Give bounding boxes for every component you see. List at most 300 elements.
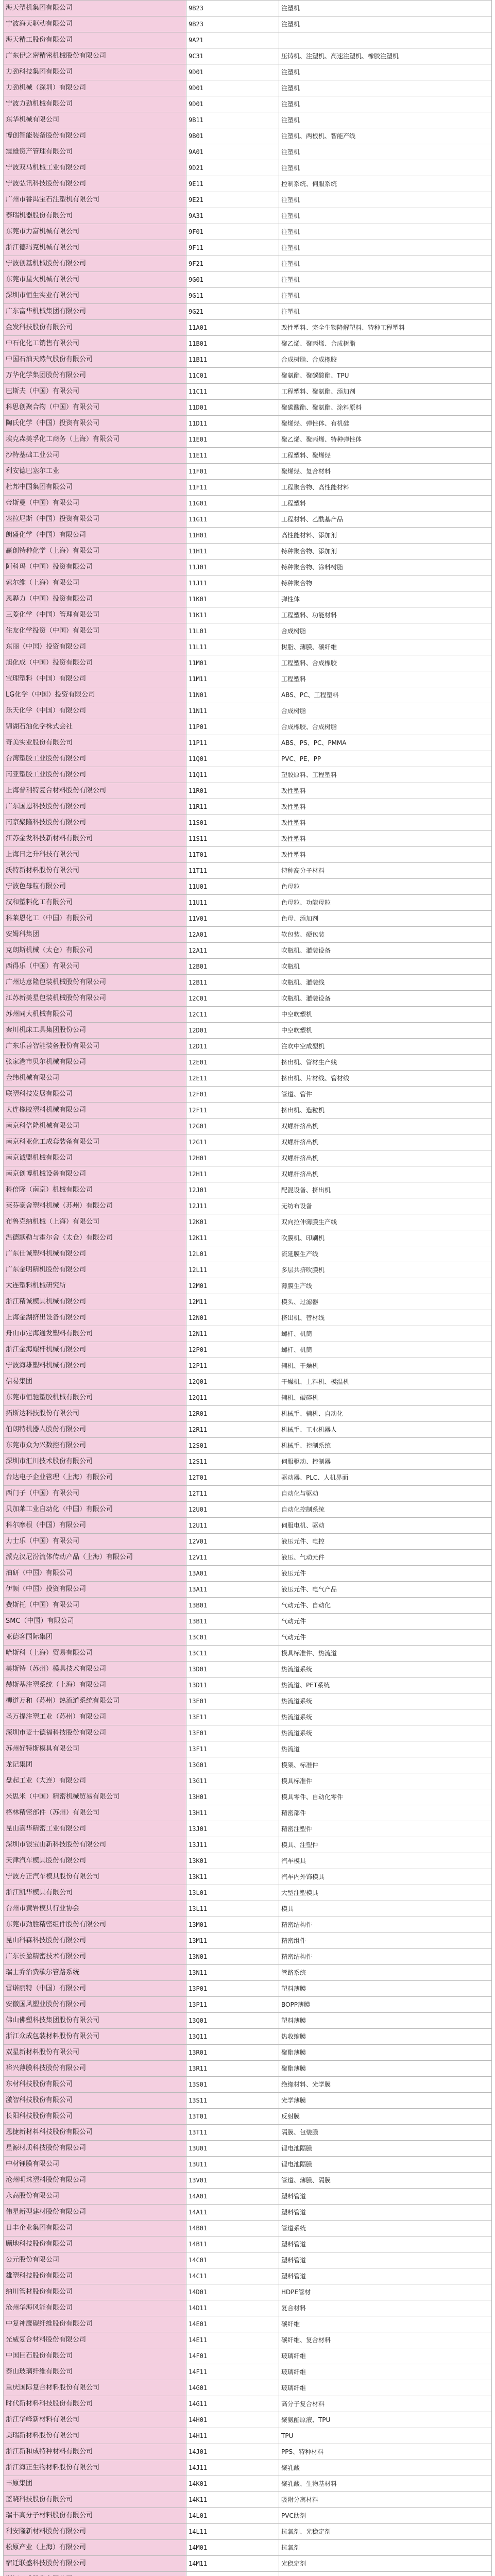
company-cell: 长阳科技股份有限公司: [4, 2109, 186, 2125]
table-row: [4, 831, 492, 847]
products-cell: [279, 32, 492, 48]
table-row: [4, 352, 492, 368]
products-cell: 光稳定剂: [279, 2556, 492, 2572]
products-cell: 聚乳酸: [279, 2460, 492, 2476]
products-cell: 自动化与驱动: [279, 1486, 492, 1502]
table-row: [4, 2492, 492, 2508]
company-cell: 利安隆新材料股份有限公司: [4, 2524, 186, 2540]
company-cell: 浙江金海螺杆机械有限公司: [4, 1342, 186, 1358]
table-row: [4, 2556, 492, 2572]
company-cell: 帝斯曼（中国）有限公司: [4, 496, 186, 512]
products-cell: 挤出机、片材线、管材线: [279, 1071, 492, 1087]
company-cell: 伊顿（中国）投资有限公司: [4, 1582, 186, 1598]
company-cell: 天津汽车模具股份有限公司: [4, 1853, 186, 1869]
table-row: [4, 512, 492, 528]
booth-cell: 11V01: [186, 911, 279, 927]
company-cell: 宁波海天驱动有限公司: [4, 16, 186, 32]
booth-cell: 11P01: [186, 719, 279, 735]
table-row: [4, 112, 492, 128]
company-cell: 莱芬豪舍塑料机械（苏州）有限公司: [4, 1198, 186, 1214]
table-row: [4, 1917, 492, 1933]
products-cell: 管道、管件: [279, 1087, 492, 1103]
products-cell: 复合材料: [279, 2300, 492, 2316]
company-cell: 朗盛化学（中国）有限公司: [4, 528, 186, 544]
products-cell: 伺服驱动、控制器: [279, 1454, 492, 1470]
table-row: [4, 1007, 492, 1023]
booth-cell: 11R11: [186, 799, 279, 815]
company-cell: 宝理塑料（中国）有限公司: [4, 671, 186, 687]
company-cell: 昆山科森科技股份有限公司: [4, 1933, 186, 1949]
booth-cell: 9D01: [186, 64, 279, 80]
booth-cell: 13U01: [186, 2141, 279, 2157]
booth-cell: 12A01: [186, 927, 279, 943]
company-cell: 东华机械有限公司: [4, 112, 186, 128]
table-row: [4, 1246, 492, 1262]
company-cell: 广东富华机械集团有限公司: [4, 304, 186, 320]
table-row: [4, 464, 492, 480]
company-cell: 浙江新和成特种材料有限公司: [4, 2444, 186, 2460]
company-cell: 科尔摩根（中国）有限公司: [4, 1518, 186, 1534]
booth-cell: 13Q01: [186, 2013, 279, 2029]
table-row: [4, 2252, 492, 2268]
table-row: [4, 639, 492, 655]
booth-cell: 13E11: [186, 1709, 279, 1725]
table-row: [4, 2236, 492, 2252]
company-cell: 龙记集团: [4, 1757, 186, 1773]
products-cell: 软包装、硬包装: [279, 927, 492, 943]
booth-cell: 11J11: [186, 575, 279, 591]
booth-cell: 11G11: [186, 512, 279, 528]
company-cell: 深圳市银宝山新科技股份有限公司: [4, 1837, 186, 1853]
products-cell: 液压元件: [279, 1566, 492, 1582]
products-cell: 液压元件、电气产品: [279, 1582, 492, 1598]
booth-cell: 13B11: [186, 1614, 279, 1630]
products-cell: 模具: [279, 1901, 492, 1917]
booth-cell: 13M11: [186, 1933, 279, 1949]
company-cell: 宁波海雄塑料机械有限公司: [4, 1358, 186, 1374]
products-cell: 热流道系统: [279, 1693, 492, 1709]
table-row: [4, 767, 492, 783]
company-cell: 光威复合材料股份有限公司: [4, 2332, 186, 2348]
company-cell: 广东乐善智能装备股份有限公司: [4, 1039, 186, 1055]
booth-cell: 13T11: [186, 2125, 279, 2141]
products-cell: 特种聚合物、添加剂: [279, 544, 492, 560]
table-row: [4, 16, 492, 32]
booth-cell: 14C11: [186, 2268, 279, 2284]
table-row: [4, 1662, 492, 1677]
products-cell: 吸附分离材料: [279, 2492, 492, 2508]
products-cell: 光学薄膜: [279, 2093, 492, 2109]
company-cell: 广东伊之密精密机械股份有限公司: [4, 48, 186, 64]
company-cell: 浙江众成包装材料股份有限公司: [4, 2029, 186, 2045]
products-cell: 聚氨酯原液、TPU: [279, 2412, 492, 2428]
table-row: [4, 783, 492, 799]
company-cell: 浙江凯华模具有限公司: [4, 1885, 186, 1901]
table-row: [4, 1023, 492, 1039]
products-cell: 驱动器、PLC、人机界面: [279, 1470, 492, 1486]
company-cell: 激智科技股份有限公司: [4, 2093, 186, 2109]
products-cell: 注塑机: [279, 256, 492, 272]
booth-cell: 13N11: [186, 1965, 279, 1981]
booth-cell: 14G01: [186, 2380, 279, 2396]
company-cell: 泰山玻璃纤维有限公司: [4, 2364, 186, 2380]
company-cell: 南京科亚化工成套装备有限公司: [4, 1134, 186, 1150]
table-row: [4, 1693, 492, 1709]
table-row: [4, 1933, 492, 1949]
company-cell: 力劲机械（深圳）有限公司: [4, 80, 186, 96]
booth-cell: 9D01: [186, 80, 279, 96]
products-cell: 自动化控制系统: [279, 1502, 492, 1518]
company-cell: 安徽国风塑业股份有限公司: [4, 1997, 186, 2013]
company-cell: 中国巨石股份有限公司: [4, 2348, 186, 2364]
company-cell: 东丽（中国）投资有限公司: [4, 639, 186, 655]
products-cell: TPU: [279, 2428, 492, 2444]
products-cell: 精密组件: [279, 1933, 492, 1949]
company-cell: 瑞士乔治费歇尔管路系统: [4, 1965, 186, 1981]
company-cell: 格林精密部件（苏州）有限公司: [4, 1805, 186, 1821]
table-row: [4, 2221, 492, 2236]
booth-cell: 12V11: [186, 1550, 279, 1566]
table-row: [4, 687, 492, 703]
booth-cell: 12R11: [186, 1422, 279, 1438]
products-cell: 聚乳酸、生物基材料: [279, 2476, 492, 2492]
products-cell: 塑料管道: [279, 2189, 492, 2205]
products-cell: 辅机、破碎机: [279, 1390, 492, 1406]
booth-cell: 9G11: [186, 288, 279, 304]
company-cell: 奇美实业股份有限公司: [4, 735, 186, 751]
company-cell: 瑞丰高分子材料股份有限公司: [4, 2508, 186, 2524]
booth-cell: 12M01: [186, 1278, 279, 1294]
products-cell: [279, 2572, 492, 2576]
booth-cell: 14D01: [186, 2284, 279, 2300]
products-cell: 无纺布设备: [279, 1198, 492, 1214]
products-cell: 聚酯薄膜: [279, 2061, 492, 2077]
table-row: [4, 384, 492, 400]
table-row: [4, 288, 492, 304]
table-row: [4, 1566, 492, 1582]
table-row: [4, 1789, 492, 1805]
table-row: [4, 1837, 492, 1853]
company-cell: 浙江海正生物材料股份有限公司: [4, 2460, 186, 2476]
company-cell: 西得乐（中国）有限公司: [4, 959, 186, 975]
table-row: [4, 703, 492, 719]
products-cell: 聚乙烯、聚丙烯、合成树脂: [279, 336, 492, 352]
booth-cell: 13T01: [186, 2109, 279, 2125]
company-cell: 费斯托（中国）有限公司: [4, 1598, 186, 1614]
company-cell: 台达电子企业管理（上海）有限公司: [4, 1470, 186, 1486]
table-row: [4, 128, 492, 144]
booth-cell: 13K11: [186, 1869, 279, 1885]
booth-cell: 12K01: [186, 1214, 279, 1230]
products-cell: 改性塑料: [279, 847, 492, 863]
booth-cell: 12C01: [186, 991, 279, 1007]
company-cell: 联塑科技发展有限公司: [4, 1087, 186, 1103]
table-row: [4, 2540, 492, 2556]
table-row: [4, 2284, 492, 2300]
table-row: [4, 400, 492, 416]
products-cell: 塑料管道: [279, 2236, 492, 2252]
table-row: [4, 1118, 492, 1134]
booth-cell: 14F11: [186, 2364, 279, 2380]
booth-cell: 13V01: [186, 2173, 279, 2189]
booth-cell: 11T01: [186, 847, 279, 863]
company-cell: 利安德巴塞尔工业: [4, 464, 186, 480]
table-row: [4, 879, 492, 895]
booth-cell: 11T11: [186, 863, 279, 879]
products-cell: 热流道系统: [279, 1709, 492, 1725]
company-cell: 信易集团: [4, 1374, 186, 1390]
company-cell: 南京聚隆科技股份有限公司: [4, 815, 186, 831]
booth-cell: 12L01: [186, 1246, 279, 1262]
table-row: [4, 1039, 492, 1055]
booth-cell: 11K11: [186, 607, 279, 623]
booth-cell: 14J11: [186, 2460, 279, 2476]
products-cell: 弹性体: [279, 591, 492, 607]
table-row: [4, 1901, 492, 1917]
company-cell: 雄塑科技股份有限公司: [4, 2268, 186, 2284]
products-cell: 挤出机、管材生产线: [279, 1055, 492, 1071]
products-cell: 双螺杆挤出机: [279, 1118, 492, 1134]
company-cell: 阿科玛（中国）投资有限公司: [4, 560, 186, 575]
booth-cell: 12A11: [186, 943, 279, 959]
booth-cell: 12D01: [186, 1023, 279, 1039]
table-row: [4, 655, 492, 671]
company-cell: 星源材质科技股份有限公司: [4, 2141, 186, 2157]
table-row: [4, 991, 492, 1007]
table-row: [4, 575, 492, 591]
products-cell: 锂电池隔膜: [279, 2157, 492, 2173]
company-cell: 科倍隆（南京）机械有限公司: [4, 1182, 186, 1198]
table-row: [4, 799, 492, 815]
table-row: [4, 1773, 492, 1789]
products-cell: 塑料薄膜: [279, 2013, 492, 2029]
table-row: [4, 1150, 492, 1166]
products-cell: 中空吹塑机: [279, 1007, 492, 1023]
products-cell: 注塑机: [279, 304, 492, 320]
table-row: [4, 176, 492, 192]
booth-cell: 14K01: [186, 2476, 279, 2492]
products-cell: 注塑机: [279, 208, 492, 224]
products-cell: 聚烯烃、复合材料: [279, 464, 492, 480]
booth-cell: 9F11: [186, 240, 279, 256]
table-row: [4, 847, 492, 863]
booth-cell: 12T11: [186, 1486, 279, 1502]
booth-cell: 13R11: [186, 2061, 279, 2077]
company-cell: 上海金湖挤出设备有限公司: [4, 1310, 186, 1326]
booth-cell: 14L11: [186, 2524, 279, 2540]
table-row: [4, 256, 492, 272]
products-cell: 聚碳酸酯、聚氨酯、涂料原料: [279, 400, 492, 416]
company-cell: 科莱恩化工（中国）有限公司: [4, 911, 186, 927]
company-cell: 锦湖石油化学株式会社: [4, 719, 186, 735]
booth-cell: 11L01: [186, 623, 279, 639]
products-cell: 注塑机: [279, 80, 492, 96]
booth-cell: 11F01: [186, 464, 279, 480]
products-cell: 注塑机、两板机、智能产线: [279, 128, 492, 144]
company-cell: 索尔维（上海）有限公司: [4, 575, 186, 591]
products-cell: 管道系统: [279, 2221, 492, 2236]
booth-cell: 14J01: [186, 2444, 279, 2460]
table-row: [4, 2572, 492, 2576]
company-cell: 派克汉尼汾流体传动产品（上海）有限公司: [4, 1550, 186, 1566]
company-cell: 广州达意隆包装机械股份有限公司: [4, 975, 186, 991]
company-cell: 南京诚盟机械有限公司: [4, 1150, 186, 1166]
booth-cell: 11M01: [186, 655, 279, 671]
table-row: [4, 815, 492, 831]
table-row: [4, 1230, 492, 1246]
table-row: [4, 2460, 492, 2476]
table-row: [4, 416, 492, 432]
table-row: [4, 863, 492, 879]
booth-cell: 13H11: [186, 1805, 279, 1821]
table-row: [4, 1534, 492, 1550]
table-row: [4, 1757, 492, 1773]
company-cell: 三菱化学（中国）管理有限公司: [4, 607, 186, 623]
company-cell: 中石化化工销售有限公司: [4, 336, 186, 352]
table-row: [4, 2524, 492, 2540]
table-row: [4, 1358, 492, 1374]
company-cell: 蓝晓科技股份有限公司: [4, 2492, 186, 2508]
products-cell: 汽车模具: [279, 1853, 492, 1869]
products-cell: 控制系统、伺服系统: [279, 176, 492, 192]
table-row: [4, 895, 492, 911]
products-cell: 多层共挤吹膜机: [279, 1262, 492, 1278]
booth-cell: 11D01: [186, 400, 279, 416]
table-row: [4, 1262, 492, 1278]
table-row: [4, 2412, 492, 2428]
company-cell: 南亚塑胶工业股份有限公司: [4, 767, 186, 783]
exhibitor-table-body: [4, 1, 492, 2576]
table-row: [4, 1821, 492, 1837]
booth-cell: 13D11: [186, 1677, 279, 1693]
products-cell: 注塑机: [279, 224, 492, 240]
booth-cell: 14M01: [186, 2540, 279, 2556]
products-cell: PVC、PE、PP: [279, 751, 492, 767]
booth-cell: 9G01: [186, 272, 279, 288]
booth-cell: 13A01: [186, 1566, 279, 1582]
products-cell: 玻璃纤维: [279, 2380, 492, 2396]
table-row: [4, 735, 492, 751]
booth-cell: 12C11: [186, 1007, 279, 1023]
booth-cell: 12D11: [186, 1039, 279, 1055]
booth-cell: 13P01: [186, 1981, 279, 1997]
booth-cell: 12N01: [186, 1310, 279, 1326]
products-cell: 塑料薄膜: [279, 1981, 492, 1997]
company-cell: 科思创聚合物（中国）有限公司: [4, 400, 186, 416]
company-cell: 力士乐（中国）有限公司: [4, 1534, 186, 1550]
products-cell: 锂电池隔膜: [279, 2141, 492, 2157]
company-cell: 上海普利特复合材料股份有限公司: [4, 783, 186, 799]
company-cell: 陶氏化学（中国）投资有限公司: [4, 416, 186, 432]
booth-cell: 11F11: [186, 480, 279, 496]
booth-cell: 14A11: [186, 2205, 279, 2221]
booth-cell: 14H01: [186, 2412, 279, 2428]
products-cell: 玻璃纤维: [279, 2364, 492, 2380]
table-row: [4, 2061, 492, 2077]
booth-cell: 14M11: [186, 2556, 279, 2572]
booth-cell: 11A01: [186, 320, 279, 336]
booth-cell: 12Q11: [186, 1390, 279, 1406]
booth-cell: 12V01: [186, 1534, 279, 1550]
products-cell: 隔膜、包装膜: [279, 2125, 492, 2141]
products-cell: 热流道系统: [279, 1662, 492, 1677]
table-row: [4, 1853, 492, 1869]
table-row: [4, 2332, 492, 2348]
booth-cell: 11N11: [186, 703, 279, 719]
booth-cell: 9A21: [186, 32, 279, 48]
products-cell: 模具零件、自动化零件: [279, 1789, 492, 1805]
table-row: [4, 304, 492, 320]
booth-cell: 12J11: [186, 1198, 279, 1214]
table-row: [4, 1518, 492, 1534]
products-cell: 注塑机: [279, 64, 492, 80]
table-row: [4, 591, 492, 607]
table-row: [4, 1869, 492, 1885]
company-cell: 哈斯科（上海）贸易有限公司: [4, 1646, 186, 1662]
company-cell: 舟山市定海通发塑料有限公司: [4, 1326, 186, 1342]
products-cell: 色母、添加剂: [279, 911, 492, 927]
booth-cell: 11S11: [186, 831, 279, 847]
table-row: [4, 623, 492, 639]
products-cell: 双向拉伸薄膜生产线: [279, 1214, 492, 1230]
table-row: [4, 2109, 492, 2125]
table-row: [4, 1677, 492, 1693]
products-cell: 压铸机、注塑机、高速注塑机、橡胶注塑机: [279, 48, 492, 64]
products-cell: 特种聚合物: [279, 575, 492, 591]
company-cell: 浙江德玛克机械有限公司: [4, 240, 186, 256]
products-cell: 流延膜生产线: [279, 1246, 492, 1262]
company-cell: 震雄资产管理有限公司: [4, 144, 186, 160]
booth-cell: 9A31: [186, 208, 279, 224]
table-row: [4, 1374, 492, 1390]
products-cell: 辅机、干燥机: [279, 1358, 492, 1374]
table-row: [4, 751, 492, 767]
company-cell: 张家港市贝尔机械有限公司: [4, 1055, 186, 1071]
company-cell: 油研（中国）有限公司: [4, 1566, 186, 1582]
table-row: [4, 1709, 492, 1725]
table-row: [4, 911, 492, 927]
booth-cell: 12M11: [186, 1294, 279, 1310]
table-row: [4, 1342, 492, 1358]
table-row: [4, 240, 492, 256]
company-cell: 乐天化学（中国）有限公司: [4, 703, 186, 719]
table-row: [4, 64, 492, 80]
company-cell: 安姆科集团: [4, 927, 186, 943]
booth-cell: 12J01: [186, 1182, 279, 1198]
table-row: [4, 1741, 492, 1757]
booth-cell: 12B01: [186, 959, 279, 975]
company-cell: 盘起工业（大连）有限公司: [4, 1773, 186, 1789]
products-cell: 气动元件: [279, 1614, 492, 1630]
table-row: [4, 2093, 492, 2109]
table-row: [4, 1055, 492, 1071]
company-cell: 中材锂膜有限公司: [4, 2157, 186, 2173]
table-row: [4, 607, 492, 623]
booth-cell: 13H01: [186, 1789, 279, 1805]
products-cell: 模具、注塑件: [279, 1837, 492, 1853]
table-row: [4, 1438, 492, 1454]
booth-cell: 12S11: [186, 1454, 279, 1470]
table-row: [4, 1470, 492, 1486]
table-row: [4, 1997, 492, 2013]
company-cell: 深圳市汇川技术股份有限公司: [4, 1454, 186, 1470]
booth-cell: 9B23: [186, 1, 279, 16]
table-row: [4, 1390, 492, 1406]
table-row: [4, 1614, 492, 1630]
products-cell: 精密结构件: [279, 1917, 492, 1933]
company-cell: 宁波双马机械工业有限公司: [4, 160, 186, 176]
table-row: [4, 320, 492, 336]
